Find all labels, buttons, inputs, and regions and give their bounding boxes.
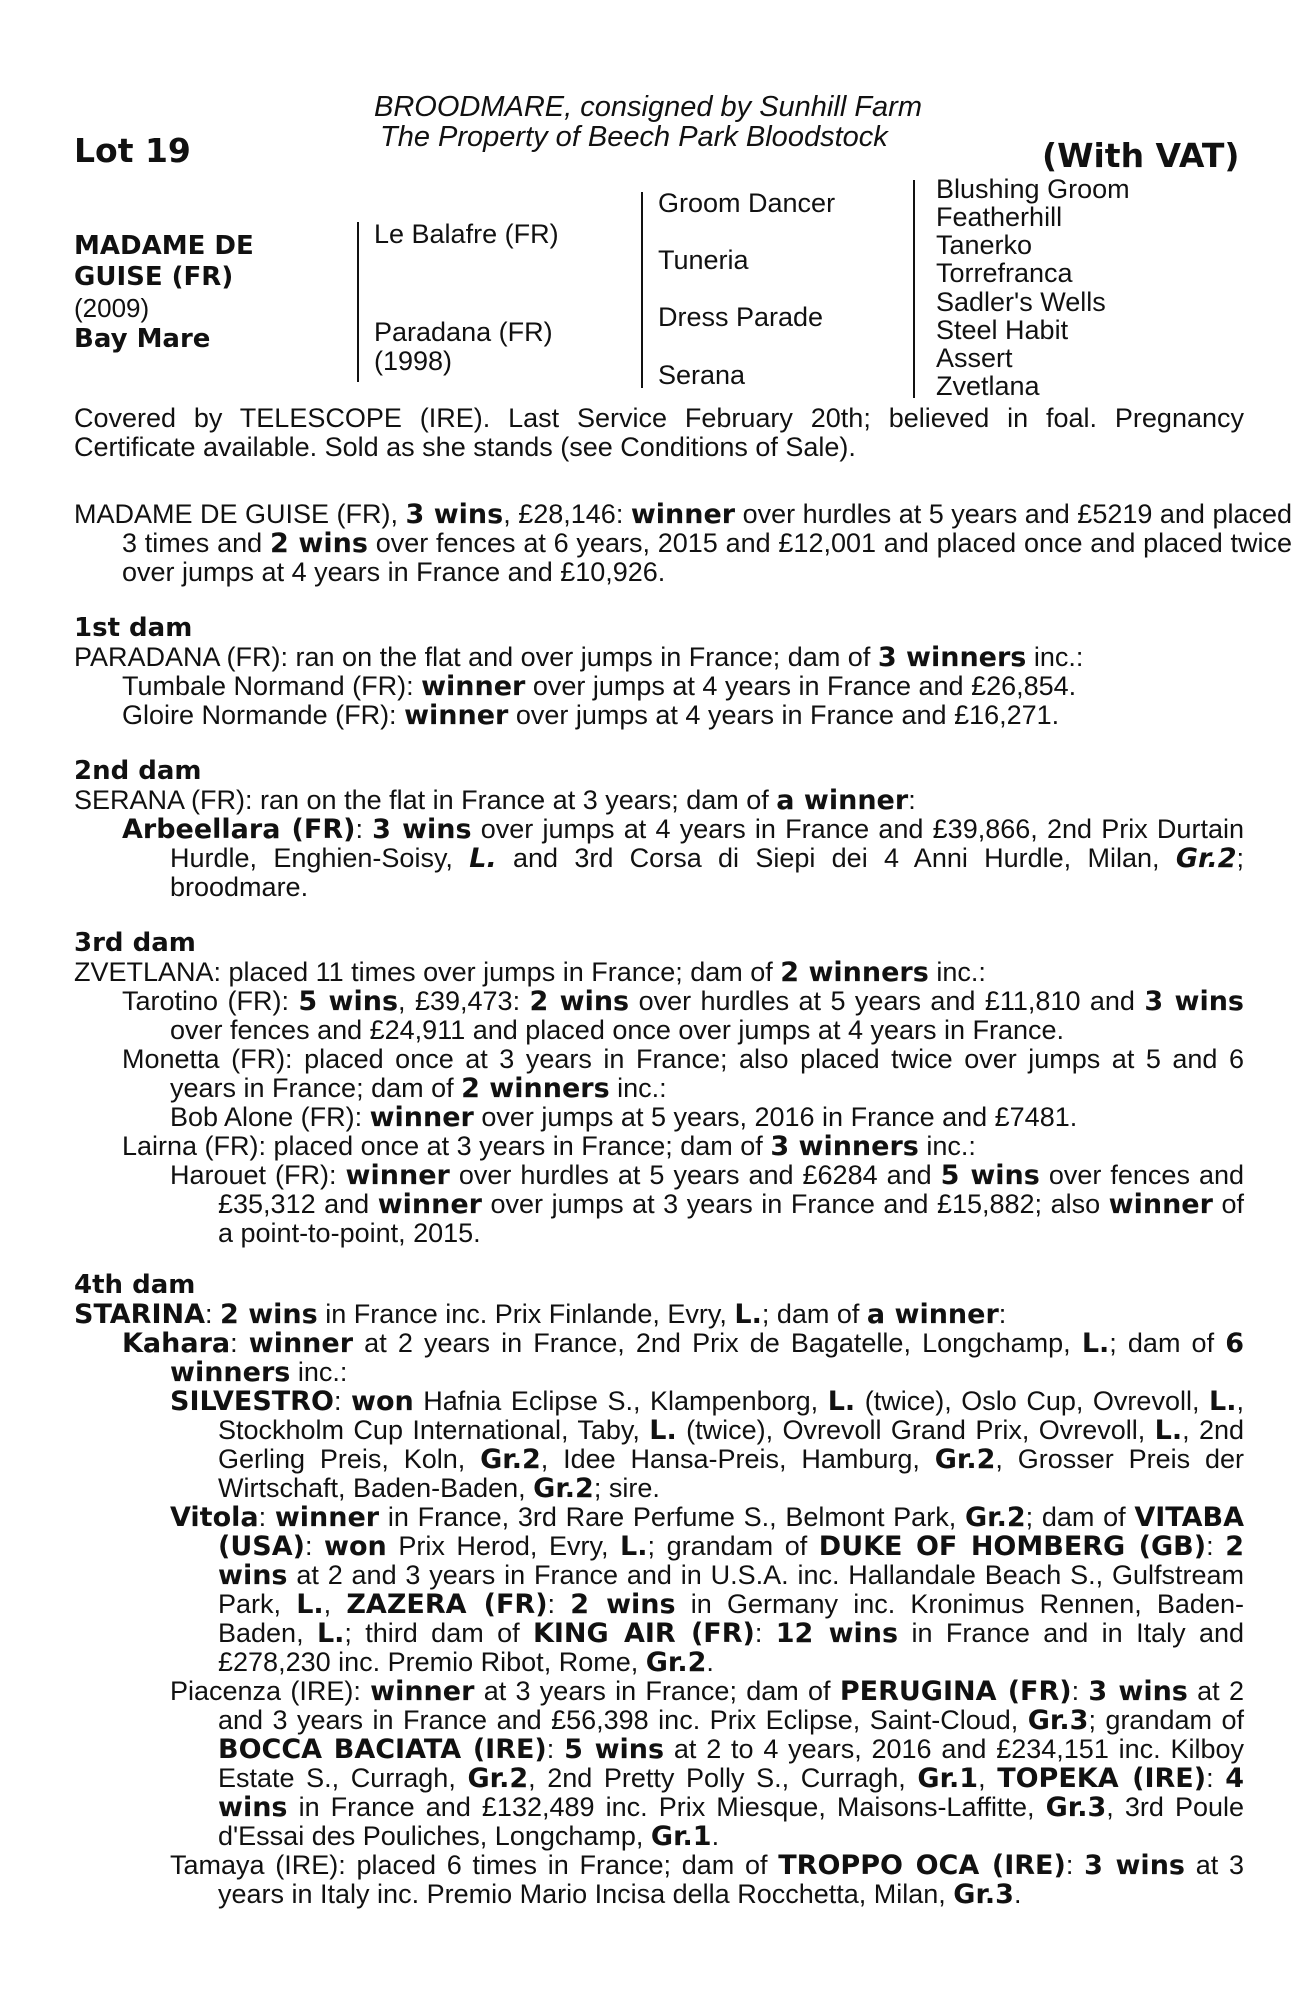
pedigree-dam-dam: Serana bbox=[658, 360, 746, 390]
progeny-entry: Bob Alone (FR): winner over jumps at 5 years, 2016 in France and £7481. bbox=[170, 1102, 1078, 1133]
pedigree-g4-6: Steel Habit bbox=[936, 315, 1069, 345]
property-line: The Property of Beech Park Bloodstock bbox=[380, 121, 888, 153]
progeny-entry: Tamaya (IRE): placed 6 times in France; dam of TROPPO OCA (IRE): 3 wins at 3 years in Italy inc. Premio Mario Incisa della Rocchetta, Milan, Gr.3. bbox=[170, 1850, 1244, 1910]
pedigree-g4-5: Sadler's Wells bbox=[936, 287, 1106, 317]
fourth-dam-line: STARINA: 2 wins in France inc. Prix Finlande, Evry, L.; dam of a winner: bbox=[74, 1299, 1007, 1330]
pedigree-g4-4: Torrefranca bbox=[936, 258, 1073, 288]
horse-name-line1: MADAME DE bbox=[74, 231, 254, 261]
pedigree-line-2 bbox=[641, 192, 643, 388]
pedigree-g4-1: Blushing Groom bbox=[936, 174, 1130, 204]
pedigree-sire-dam: Tuneria bbox=[658, 245, 749, 275]
first-dam-heading: 1st dam bbox=[74, 613, 193, 643]
race-record: MADAME DE GUISE (FR), 3 wins, £28,146: winner over hurdles at 5 years and £5219 and placed 3 times and 2 wins over fences at 6 years, 2015 and £12,001 and placed once and placed twice over jumps at 4 years in France and £10,926. bbox=[74, 499, 1293, 587]
progeny-entry: Kahara: winner at 2 years in France, 2nd Prix de Bagatelle, Longchamp, L.; dam of 6 winners inc.: bbox=[122, 1328, 1244, 1388]
third-dam-heading: 3rd dam bbox=[74, 928, 196, 958]
progeny-entry: Tumbale Normand (FR): winner over jumps at 4 years in France and £26,854. bbox=[122, 671, 1077, 702]
pedigree-dam-year: (1998) bbox=[374, 346, 453, 376]
pedigree-g4-3: Tanerko bbox=[936, 230, 1033, 260]
vat-note: (With VAT) bbox=[1042, 136, 1240, 175]
progeny-entry: Monetta (FR): placed once at 3 years in France; also placed twice over jumps at 5 and 6 years in France; dam of 2 winners inc.: bbox=[122, 1044, 1244, 1104]
progeny-entry: Piacenza (IRE): winner at 3 years in France; dam of PERUGINA (FR): 3 wins at 2 and 3 years in France and £56,398 inc. Prix Eclipse, Saint-Cloud, Gr.3; grandam of BOCCA BACIATA (IRE): 5 wins at 2 to 4 years, 2016 and £234,151 inc. Kilboy Estate S., Curragh, Gr.2, 2nd Pretty Polly S., Curragh, Gr.1, TOPEKA (IRE): 4 wins in France and £132,489 inc. Prix Miesque, Maisons-Laffitte, Gr.3, 3rd Poule d'Essai des Pouliches, Longchamp, Gr.1. bbox=[170, 1676, 1245, 1852]
fourth-dam-section bbox=[74, 1271, 1244, 1909]
pedigree-line-3 bbox=[913, 180, 915, 398]
horse-name-line2: GUISE (FR) bbox=[74, 262, 234, 292]
horse-info bbox=[74, 231, 254, 355]
pedigree-g4-7: Assert bbox=[936, 343, 1013, 373]
second-dam-section bbox=[74, 757, 1244, 902]
pedigree-dam-sire: Dress Parade bbox=[658, 302, 824, 332]
third-dam-section bbox=[74, 929, 1244, 1248]
progeny-entry: Gloire Normande (FR): winner over jumps at 4 years in France and £16,271. bbox=[122, 700, 1060, 731]
covered-note: Covered by TELESCOPE (IRE). Last Service February 20th; believed in foal. Pregnancy Certificate available. Sold as she stands (see Conditions of Sale). bbox=[74, 403, 1244, 462]
pedigree-sire-sire: Groom Dancer bbox=[658, 188, 836, 218]
third-dam-line: ZVETLANA: placed 11 times over jumps in France; dam of 2 winners inc.: bbox=[74, 957, 986, 988]
horse-sex: Bay Mare bbox=[74, 324, 211, 354]
fourth-dam-heading: 4th dam bbox=[74, 1270, 196, 1300]
consignor-line: BROODMARE, consigned by Sunhill Farm bbox=[374, 91, 922, 123]
progeny-entry: Arbeellara (FR): 3 wins over jumps at 4 years in France and £39,866, 2nd Prix Durtain Hurdle, Enghien-Soisy, L. and 3rd Corsa di Siepi dei 4 Anni Hurdle, Milan, Gr.2; broodmare. bbox=[122, 814, 1244, 902]
pedigree-g4-8: Zvetlana bbox=[936, 371, 1040, 401]
pedigree-sire: Le Balafre (FR) bbox=[374, 219, 559, 249]
lot-number: Lot 19 bbox=[74, 131, 191, 170]
horse-year: (2009) bbox=[74, 293, 150, 323]
progeny-entry: Lairna (FR): placed once at 3 years in France; dam of 3 winners inc.: bbox=[122, 1131, 976, 1162]
progeny-entry: Harouet (FR): winner over hurdles at 5 years and £6284 and 5 wins over fences and £35,312 and winner over jumps at 3 years in France and £15,882; also winner of a point-to-point, 2015. bbox=[170, 1160, 1244, 1248]
pedigree-line-1 bbox=[357, 222, 359, 382]
pedigree-g4-2: Featherhill bbox=[936, 202, 1063, 232]
second-dam-line: SERANA (FR): ran on the flat in France at 3 years; dam of a winner: bbox=[74, 785, 916, 816]
second-dam-heading: 2nd dam bbox=[74, 756, 202, 786]
first-dam-line: PARADANA (FR): ran on the flat and over jumps in France; dam of 3 winners inc.: bbox=[74, 642, 1084, 673]
progeny-entry: Tarotino (FR): 5 wins, £39,473: 2 wins over hurdles at 5 years and £11,810 and 3 wins over fences and £24,911 and placed once over jumps at 4 years in France. bbox=[122, 986, 1245, 1045]
progeny-entry: Vitola: winner in France, 3rd Rare Perfume S., Belmont Park, Gr.2; dam of VITABA (USA): won Prix Herod, Evry, L.; grandam of DUKE OF HOMBERG (GB): 2 wins at 2 and 3 years in France and in U.S.A. inc. Hallandale Beach S., Gulfstream Park, L., ZAZERA (FR): 2 wins in Germany inc. Kronimus Rennen, Baden-Baden, L.; third dam of KING AIR (FR): 12 wins in France and in Italy and £278,230 inc. Premio Ribot, Rome, Gr.2. bbox=[170, 1502, 1245, 1678]
pedigree-dam: Paradana (FR) bbox=[374, 317, 553, 347]
progeny-entry: SILVESTRO: won Hafnia Eclipse S., Klampenborg, L. (twice), Oslo Cup, Ovrevoll, L., Stockholm Cup International, Taby, L. (twice), Ovrevoll Grand Prix, Ovrevoll, L., 2nd Gerling Preis, Koln, Gr.2, Idee Hansa-Preis, Hamburg, Gr.2, Grosser Preis der Wirtschaft, Baden-Baden, Gr.2; sire. bbox=[170, 1386, 1245, 1504]
first-dam-section bbox=[74, 614, 1244, 730]
